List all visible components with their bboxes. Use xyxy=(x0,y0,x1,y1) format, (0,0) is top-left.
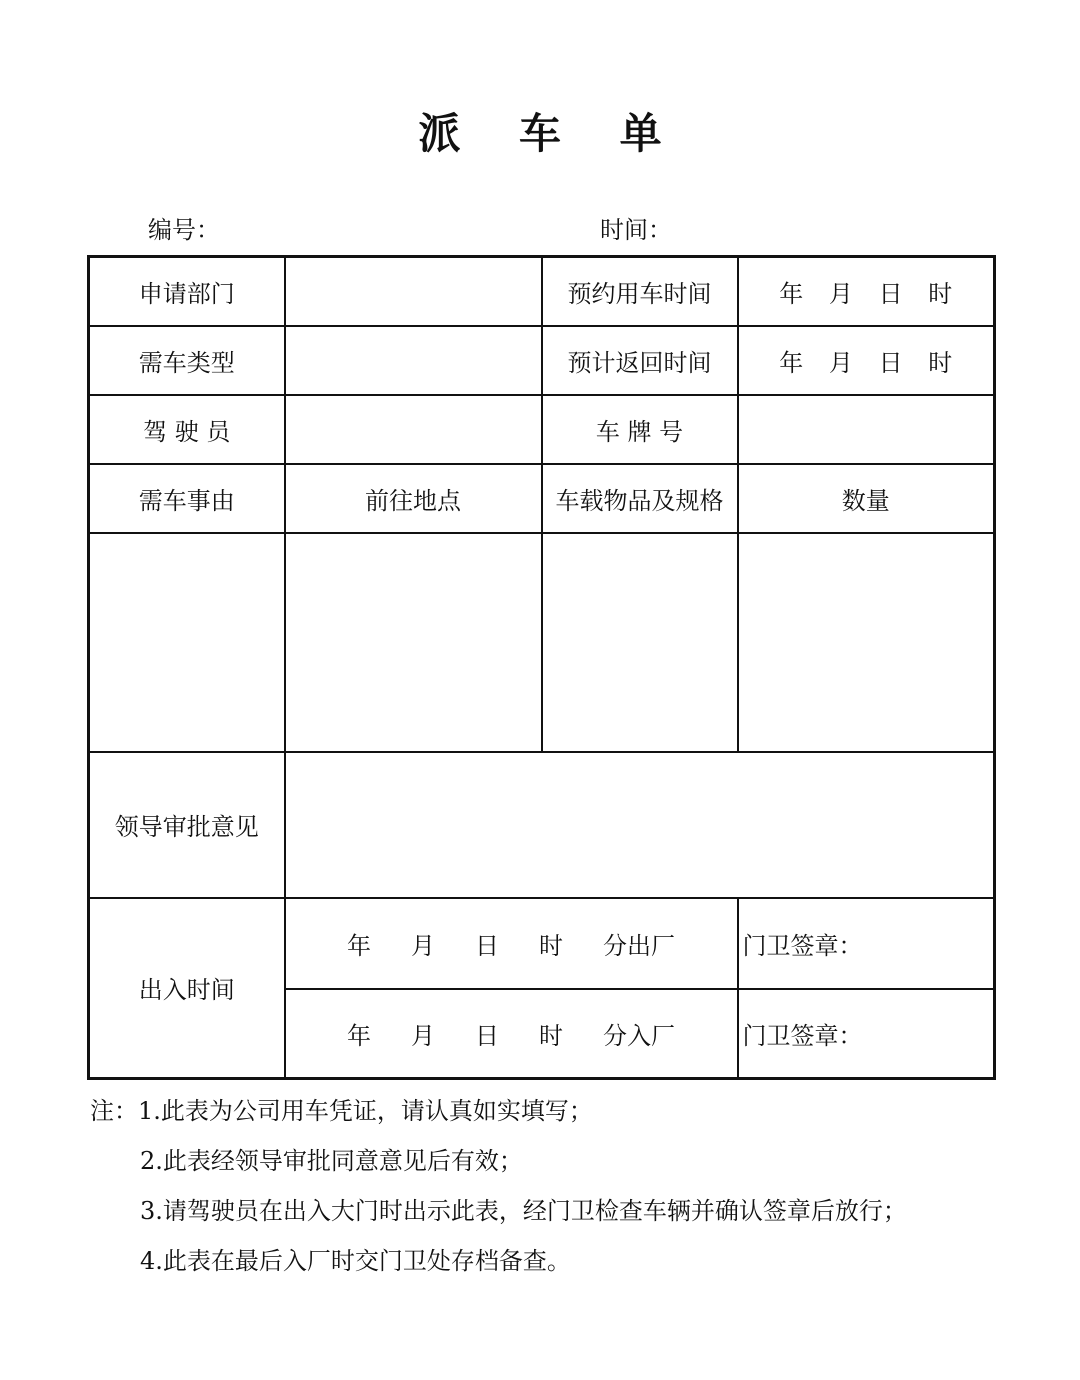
quantity-field[interactable] xyxy=(738,533,995,752)
reserved-time-units xyxy=(739,274,994,309)
row-approval xyxy=(89,752,995,898)
unit-minute-enter: 分入厂 xyxy=(603,1021,675,1050)
cargo-header: 车载物品及规格 xyxy=(542,464,738,533)
exit-time-field[interactable] xyxy=(285,898,738,989)
unit-month: 月 xyxy=(411,1021,435,1050)
enter-time-units xyxy=(286,1016,737,1051)
quantity-header: 数量 xyxy=(738,464,995,533)
unit-day: 日 xyxy=(475,931,499,960)
note-item xyxy=(90,1136,907,1186)
row-driver xyxy=(89,395,995,464)
plate-number-label: 车 牌 号 xyxy=(542,395,738,464)
time-label: 时间： xyxy=(600,216,672,244)
driver-field[interactable] xyxy=(285,395,542,464)
unit-year: 年 xyxy=(779,348,804,377)
note-text: 4.此表在最后入厂时交门卫处存档备查。 xyxy=(140,1247,571,1275)
unit-day: 日 xyxy=(475,1021,499,1050)
note-item xyxy=(90,1186,907,1236)
inout-time-label: 出入时间 xyxy=(89,898,285,1079)
notes xyxy=(90,1086,907,1286)
return-time-label: 预计返回时间 xyxy=(542,326,738,395)
unit-year: 年 xyxy=(347,931,371,960)
row-exit xyxy=(89,898,995,989)
destination-header: 前往地点 xyxy=(285,464,542,533)
enter-time-field[interactable] xyxy=(285,989,738,1079)
note-text: 3.请驾驶员在出入大门时出示此表，经门卫检查车辆并确认签章后放行； xyxy=(140,1197,907,1225)
reason-header: 需车事由 xyxy=(89,464,285,533)
approval-label: 领导审批意见 xyxy=(89,752,285,898)
approval-field[interactable] xyxy=(285,752,995,898)
row-department xyxy=(89,257,995,326)
exit-gate-signature[interactable]: 门卫签章： xyxy=(738,898,995,989)
row-detail-headers xyxy=(89,464,995,533)
reserved-time-label: 预约用车时间 xyxy=(542,257,738,326)
department-field[interactable] xyxy=(285,257,542,326)
plate-number-field[interactable] xyxy=(738,395,995,464)
unit-day: 日 xyxy=(878,279,903,308)
department-label: 申请部门 xyxy=(89,257,285,326)
note-text: 2.此表经领导审批同意意见后有效； xyxy=(140,1147,523,1175)
unit-hour: 时 xyxy=(928,348,953,377)
unit-hour: 时 xyxy=(928,279,953,308)
return-time-field[interactable] xyxy=(738,326,995,395)
reserved-time-field[interactable] xyxy=(738,257,995,326)
return-time-units xyxy=(739,343,994,378)
unit-month: 月 xyxy=(411,931,435,960)
driver-label: 驾 驶 员 xyxy=(89,395,285,464)
unit-month: 月 xyxy=(828,279,853,308)
number-label: 编号： xyxy=(148,216,220,244)
cargo-field[interactable] xyxy=(542,533,738,752)
note-text: 1.此表为公司用车凭证，请认真如实填写； xyxy=(138,1097,593,1125)
dispatch-form-table xyxy=(87,255,996,1080)
form-title: 派 车 单 xyxy=(418,109,684,158)
destination-field[interactable] xyxy=(285,533,542,752)
row-detail-values xyxy=(89,533,995,752)
unit-day: 日 xyxy=(878,348,903,377)
row-vehicle-type xyxy=(89,326,995,395)
reason-field[interactable] xyxy=(89,533,285,752)
unit-hour: 时 xyxy=(539,931,563,960)
enter-gate-signature[interactable]: 门卫签章： xyxy=(738,989,995,1079)
exit-time-units xyxy=(286,926,737,961)
unit-minute-exit: 分出厂 xyxy=(603,931,675,960)
unit-hour: 时 xyxy=(539,1021,563,1050)
unit-month: 月 xyxy=(828,348,853,377)
vehicle-type-label: 需车类型 xyxy=(89,326,285,395)
notes-prefix: 注： xyxy=(90,1097,138,1125)
vehicle-type-field[interactable] xyxy=(285,326,542,395)
note-item xyxy=(90,1086,907,1136)
unit-year: 年 xyxy=(779,279,804,308)
note-item xyxy=(90,1236,907,1286)
unit-year: 年 xyxy=(347,1021,371,1050)
